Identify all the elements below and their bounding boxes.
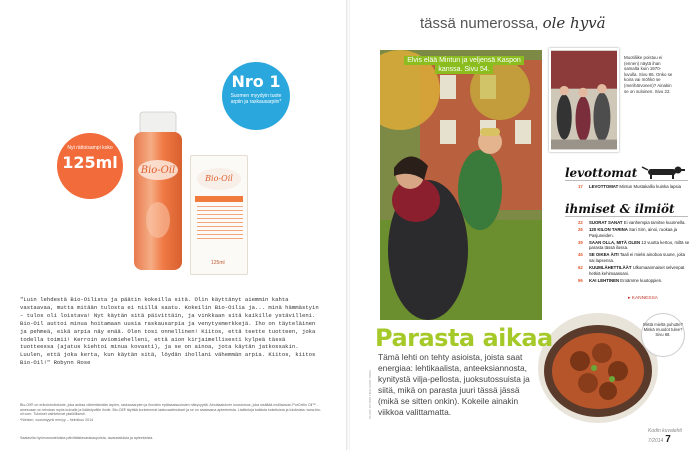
toc-text <box>589 184 681 190</box>
section-ihmiset-ilmiot: ihmiset & ilmiöt <box>565 202 675 216</box>
levottomat-list <box>578 184 690 191</box>
gutter <box>346 0 350 450</box>
ad-footnote <box>20 403 330 422</box>
main-photo-caption-text: Elvis elää Mintun ja veljensä Kaspon kanssa. Sivu 54. <box>404 56 524 74</box>
issue-kicker <box>420 14 606 32</box>
toc-desc: Mintun Mustakallio kuinka lapsia <box>619 184 682 189</box>
toc-item[interactable] <box>578 252 690 263</box>
toc-item[interactable] <box>578 240 690 251</box>
side-photo-caption: Muotiliike poistuu ei (ennen) näytä ihan samalta kuin 1970-luvulla. Sivu 86. Onko se koira vai möhkö se (merihärvonen)? Ainakin se on suloinen. Sivu 22. <box>624 55 673 94</box>
toc-text <box>589 240 690 251</box>
bio-oil-bottle <box>124 110 192 272</box>
toc-text <box>589 265 690 276</box>
toc-item[interactable] <box>578 278 690 284</box>
ad-footnote-ref: *Nielsen, vuosimyynti mm/yy – helmikuu 2014 <box>20 417 94 422</box>
toc-page: 62 <box>578 265 583 271</box>
badge-title: Nro 1 <box>231 72 281 91</box>
nro1-badge <box>222 62 290 130</box>
toc-desc: Ulkomaanmaiset selvenpat hetkiä kehimaassani. <box>589 265 685 276</box>
main-photo-mother-child <box>380 50 542 320</box>
availability-note: Saatavilla hyvinvarustetuista päivittäistavarakaupoista, tavarataloista ja apteekeista. <box>20 436 154 440</box>
badge-subtitle: Suomen myydyin tuote arpiin ja raskausarpiin* <box>230 93 282 105</box>
kicker-text: tässä numerossa, <box>420 15 539 32</box>
toc-text <box>589 278 662 284</box>
ihmiset-rule <box>565 216 688 217</box>
box-strip <box>195 196 243 202</box>
toc-title: SAAN OLLA, MITÄ OLEN <box>589 239 641 245</box>
kannessa-label <box>628 296 658 301</box>
toc-desc: Ei vanhempia tarvitse kuunnella. <box>623 220 686 225</box>
toc-page: 17 <box>578 184 583 189</box>
page-footer <box>648 428 696 445</box>
volume-badge <box>57 133 123 199</box>
toc-title: SUORAT SANAT <box>589 220 623 225</box>
speech-bubble: Mistä mieltä puhutte? Minkä muodot tulee? Sivu 68. <box>641 313 685 357</box>
toc-title: 120 KILON TARINA <box>589 227 628 233</box>
ad-footnote-text: Bio-Oil® on erikoishoitotuote, joka auttaa vähentämään arpien, raskausarpien ja ihovärin epätasaisuuksien näkyvyyttä. Ainutlaatuinen koostumus, joka sisältää mullistavan PurCellin Oil™ -ainesosan on tehokas myös kuivalle ja ikääntyvälle iholle. Bio-Oil® täyttää korkeimmat laatuvaatimukset ja se on saatavana apteekeista. Lisätietoja kaikista kokeiluista ja tuloksista: www.bio-oil.com. Tulokset vaihtelevat yksilöllisesti. <box>20 403 322 417</box>
volume-badge-big: 125ml <box>62 153 118 172</box>
toc-desc: 13 vuotta kertoo, miltä se parasta tässä ilossa. <box>589 239 690 251</box>
section-levottomat: levottomat <box>565 166 638 180</box>
toc-page: 26 <box>578 227 583 233</box>
toc-title: SE OIKEA ÄITI <box>589 252 619 258</box>
toc-desc: Eroämme kuutoppien. <box>620 277 663 283</box>
toc-page: 46 <box>578 252 583 258</box>
bio-oil-box <box>190 155 248 275</box>
editorial-body: Tämä lehti on tehty asioista, joista saat energiaa: lehtikaalista, anteeksiannosta, kynitystä vilja-pellosta, juoksutossuista ja siitä, mikä on parasta juuri tässä jässä (mikä se sitten onkin). Kokeile ainakin viikkoa valittamatta. <box>378 352 530 417</box>
kannessa-text: KANNESSA <box>631 296 658 301</box>
toc-page: 39 <box>578 239 583 245</box>
toc-title: KAI LEHTINEN <box>589 277 620 283</box>
volume-badge-small: Nyt rättoisampi koko <box>67 145 113 151</box>
small-photo-family <box>549 48 619 152</box>
editorial-headline: Parasta aikaa <box>375 324 553 352</box>
toc-text <box>589 227 690 238</box>
bottle-brand: Bio-Oil <box>140 165 176 176</box>
photo-credit: KUVAT STUDIO TIINA SAND TIKKA <box>368 370 372 419</box>
ihmiset-list <box>578 220 690 285</box>
toc-page: 22 <box>578 220 583 225</box>
toc-item[interactable] <box>578 265 690 276</box>
toc-title: LEVOTTOMAT <box>589 184 619 189</box>
toc-item[interactable] <box>578 184 690 190</box>
toc-item[interactable] <box>578 227 690 238</box>
arrow-icon: ▸ <box>628 296 632 301</box>
toc-desc: Sari Sirn, ainoi, ruokaa ja Pasjuneiden. <box>589 227 678 238</box>
toc-text <box>589 252 690 263</box>
main-photo-caption <box>404 57 524 74</box>
box-volume: 125ml <box>211 260 225 266</box>
toc-desc: Taali ei mielsi ainoboa suune, joita sai lapsensa. <box>589 252 686 264</box>
kicker-script: ole hyvä <box>542 14 606 32</box>
dachshund-icon <box>640 164 685 180</box>
levottomat-rule <box>565 180 688 181</box>
food-photo-meatballs <box>538 313 658 423</box>
toc-text <box>589 220 686 226</box>
page-label: Kodin kuvalehti 7/2014 <box>648 428 682 444</box>
toc-item[interactable] <box>578 220 690 226</box>
box-brand: Bio-Oil <box>197 168 241 190</box>
testimonial-quote: "Luin lehdestä Bio-Oilista ja päätin kokeilla sitä. Olin käyttänyt aiemmin kahta vastaavaa, mutta mitään tulosta ei niillä saatu. Kokeilin Bio-Oilia ja... minä hämmästyin – tulos oli loistava! Nyt käytän sitä päivittäin, ja vinkkaan sitä kaikille ystävilleni. Bio-Oil auttoi minua hoitamaan uusia raskausarpia ja venytysmerkkejä. Iho on täyteläinen ja pehmeä, eikä arpia näy enää. Olen tosi onnellinen! Kiitos, että teette tuotteen, joka todella toimii! Kerroin aviomiehelleni, että aion kirjaimellisesti kylpeä tässä tuotteessa (ajatus kiehtoi minua kovasti), ja se on ainoa, jota käytän jatkossakin. Luulen, että joka kerta, kun käytän sitä, löydän ihollani vähemmän arpia. Kiitos, kiitos Bio-Oil!" Robynn Rose <box>20 296 319 367</box>
toc-page: 96 <box>578 277 583 283</box>
page-number: 7 <box>665 434 671 445</box>
toc-title: KUUMLÄHETTILÄÄT <box>589 265 632 271</box>
box-text-lines <box>197 206 243 242</box>
